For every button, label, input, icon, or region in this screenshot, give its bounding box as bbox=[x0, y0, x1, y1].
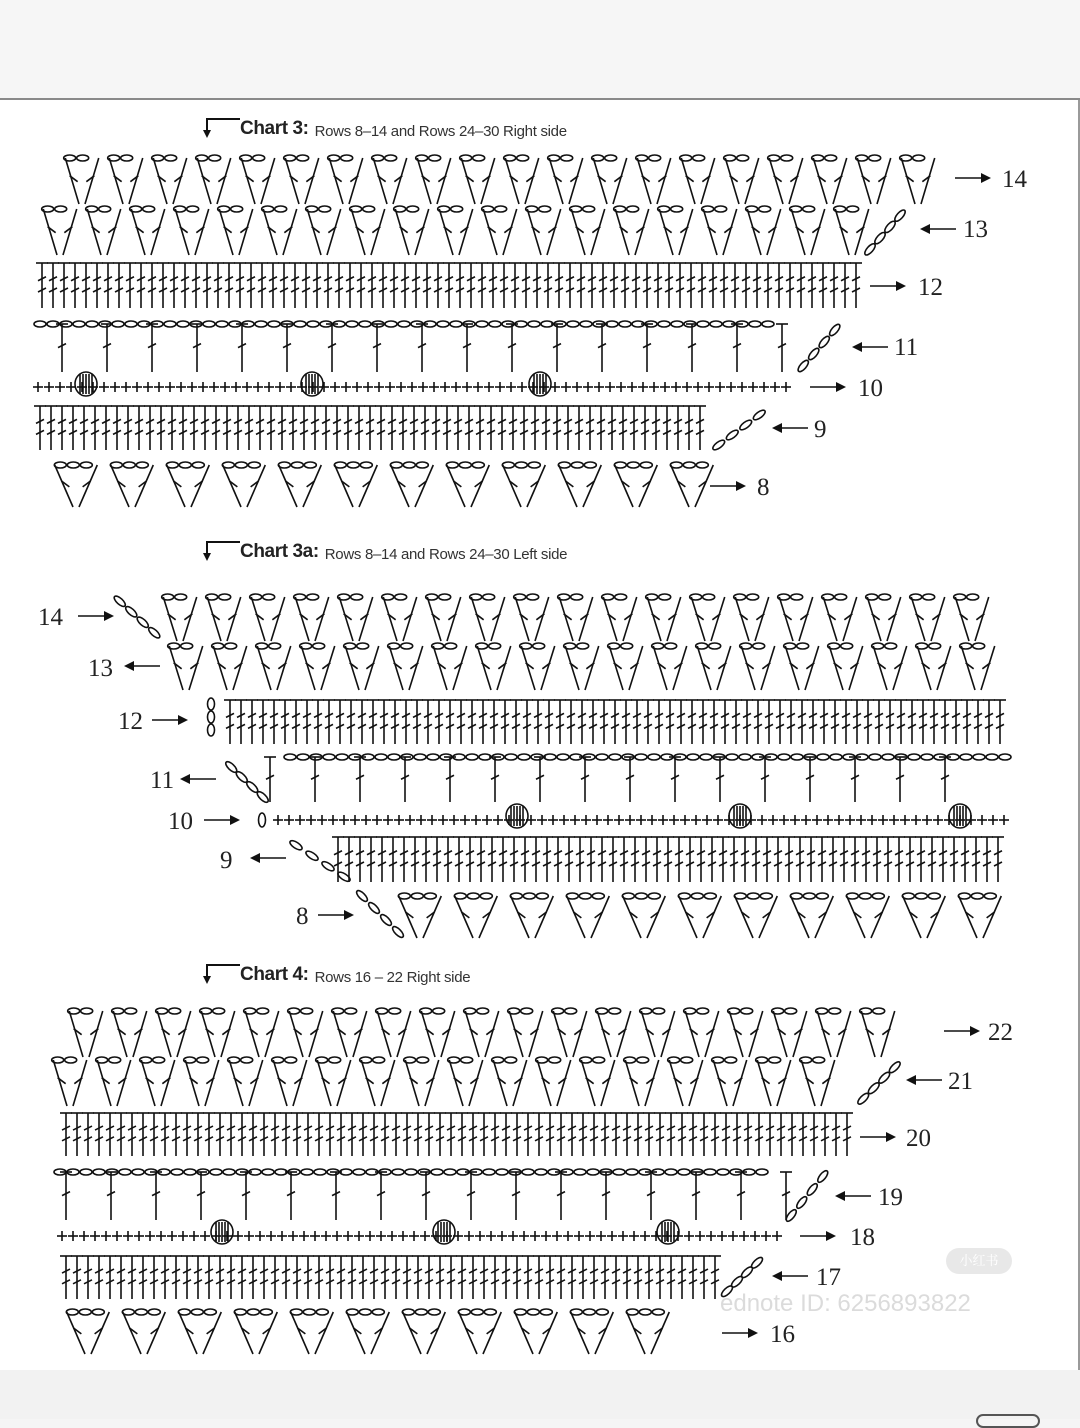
row-number-label: 8 bbox=[757, 474, 770, 501]
row-number-label: 17 bbox=[816, 1264, 841, 1291]
bottom-bar bbox=[0, 1370, 1080, 1419]
row-number-label: 18 bbox=[850, 1224, 875, 1251]
row-number-label: 10 bbox=[858, 375, 883, 402]
row-number-label: 16 bbox=[770, 1321, 795, 1348]
watermark-text: ednote ID: 6256893822 bbox=[720, 1290, 971, 1317]
row-number-label: 14 bbox=[1002, 166, 1027, 193]
row-number-label: 11 bbox=[150, 767, 175, 794]
row-number-label: 22 bbox=[988, 1019, 1013, 1046]
row-number-label: 10 bbox=[168, 808, 193, 835]
chart-4-title: Chart 4: bbox=[240, 964, 309, 985]
row-number-label: 19 bbox=[878, 1184, 903, 1211]
top-app-bar bbox=[0, 0, 1080, 100]
chart-3-subtitle: Rows 8–14 and Rows 24–30 Right side bbox=[314, 123, 567, 140]
row-number-label: 21 bbox=[948, 1068, 973, 1095]
chart-3a-subtitle: Rows 8–14 and Rows 24–30 Left side bbox=[324, 546, 568, 563]
chart-3-diagram bbox=[33, 155, 1028, 507]
chart-3a-diagram bbox=[38, 594, 1011, 939]
row-number-label: 13 bbox=[88, 655, 113, 682]
row-number-label: 14 bbox=[38, 604, 63, 631]
chart-3-title: Chart 3: bbox=[240, 118, 309, 139]
chart-3a-title: Chart 3a: bbox=[240, 541, 319, 562]
watermark-logo: 小红书 bbox=[946, 1248, 1012, 1274]
home-indicator bbox=[976, 1414, 1040, 1428]
row-number-label: 8 bbox=[296, 903, 309, 930]
row-number-label: 12 bbox=[118, 708, 143, 735]
row-number-label: 9 bbox=[814, 416, 827, 443]
row-number-label: 20 bbox=[906, 1125, 931, 1152]
row-number-label: 13 bbox=[963, 216, 988, 243]
row-number-label: 9 bbox=[220, 847, 233, 874]
row-number-label: 12 bbox=[918, 274, 943, 301]
crochet-diagram bbox=[0, 100, 1080, 1370]
chart-4-subtitle: Rows 16 – 22 Right side bbox=[314, 969, 471, 986]
row-number-label: 11 bbox=[894, 334, 919, 361]
